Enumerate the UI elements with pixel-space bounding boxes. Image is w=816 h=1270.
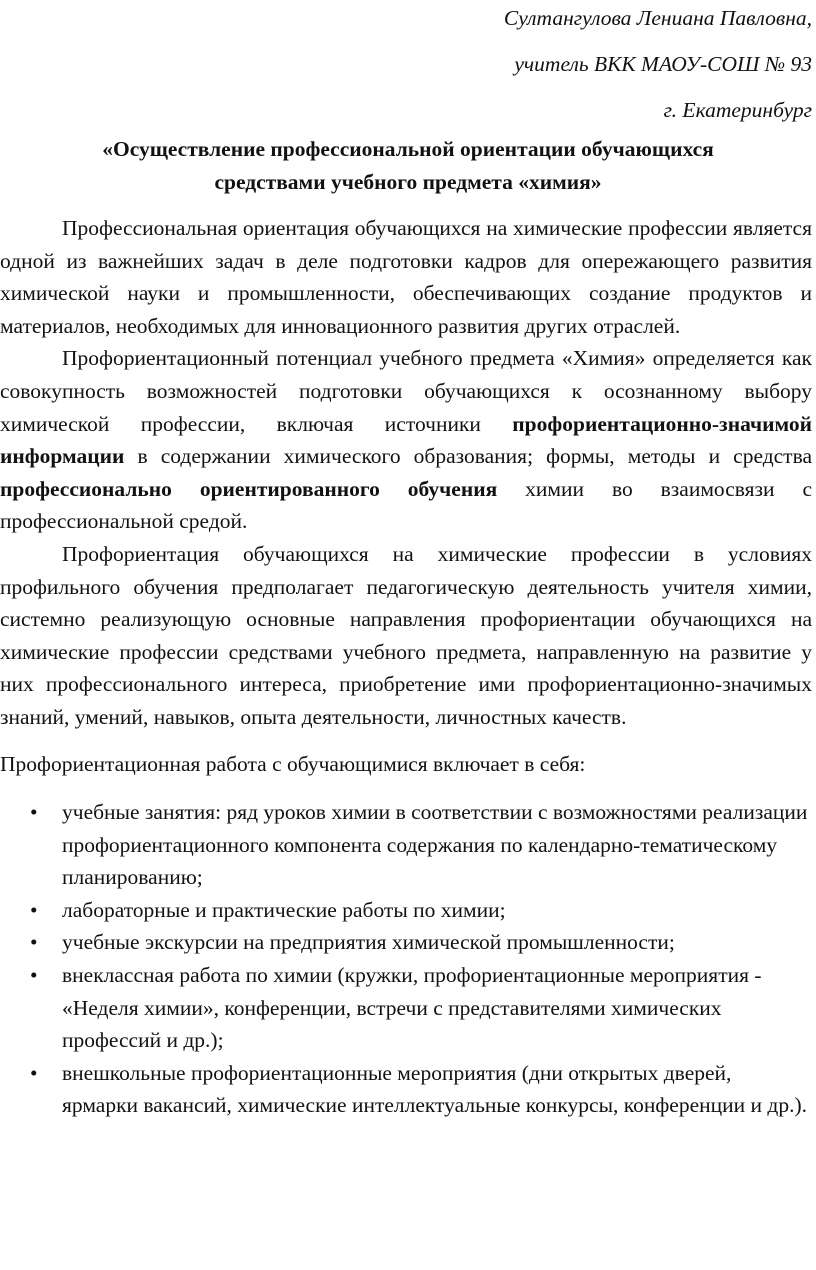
list-item-text: лабораторные и практические работы по химии; <box>62 897 506 922</box>
paragraph-2-text-a: Профориентационный потенциал учебного предмета «Химия» определяется как совокупность возможностей подготовки обучающихся к осознанному выбору химической профессии, включая источники <box>0 346 812 436</box>
paragraph-2-text-e: химии во взаимосвязи с профессиональной средой. <box>0 476 812 534</box>
list-item-text: учебные занятия: ряд уроков химии в соответствии с возможностями реализации профориентационного компонента содержания по календарно-тематическому планированию; <box>62 800 808 890</box>
title-line-2: средствами учебного предмета «химия» <box>214 170 602 194</box>
paragraph-2 <box>0 342 812 538</box>
paragraph-3: Профориентация обучающихся на химические профессии в условиях профильного обучения предполагает педагогическую деятельность учителя химии, системно реализующую основные направления профориентации обучающихся на химические профессии средствами учебного предмета, направленную на развитие у них профессионального интереса, приобретение ими профориентационно-значимых знаний, умений, навыков, опыта деятельности, личностных качеств. <box>0 541 812 729</box>
list-item <box>0 796 812 894</box>
bullet-icon: • <box>30 1060 38 1085</box>
author-block <box>504 2 812 140</box>
document-title <box>0 133 816 199</box>
list-lead: Профориентационная работа с обучающимися включает в себя: <box>0 751 586 776</box>
author-position: учитель ВКК МАОУ-СОШ № 93 <box>514 52 812 76</box>
author-city: г. Екатеринбург <box>663 98 812 122</box>
paragraph-1: Профессиональная ориентация обучающихся на химические профессии является одной из важнейших задач в деле подготовки кадров для опережающего развития химической науки и промышленности, обеспечивающих создание продуктов и материалов, необходимых для инновационного развития других отраслей. <box>0 216 812 338</box>
paragraph-2-bold-b: профессионально ориентированного обучения <box>0 476 498 501</box>
list-item <box>0 959 812 1057</box>
bullet-list <box>0 796 812 1122</box>
bullet-icon: • <box>30 800 38 825</box>
author-name: Султангулова Лениана Павловна, <box>503 6 812 30</box>
list-item <box>0 894 812 927</box>
paragraph-2-text-c: в содержании химического образования; формы, методы и средства <box>124 444 812 469</box>
paragraph-2-bold-a: профориентационно-значимой информации <box>0 411 812 469</box>
bullet-icon: • <box>30 897 38 922</box>
list-item <box>0 1057 812 1122</box>
list-item <box>0 926 812 959</box>
list-item-text: учебные экскурсии на предприятия химической промышленности; <box>62 930 675 955</box>
bullet-icon: • <box>30 963 38 988</box>
title-line-1: «Осуществление профессиональной ориентации обучающихся <box>102 137 714 161</box>
document-body <box>0 212 812 1122</box>
bullet-icon: • <box>30 930 38 955</box>
list-item-text: внешкольные профориентационные мероприятия (дни открытых дверей, ярмарки вакансий, химические интеллектуальные конкурсы, конференции и др.). <box>62 1060 808 1118</box>
list-item-text: внеклассная работа по химии (кружки, профориентационные мероприятия - «Неделя химии», конференции, встречи с представителями химических профессий и др.); <box>62 963 762 1053</box>
